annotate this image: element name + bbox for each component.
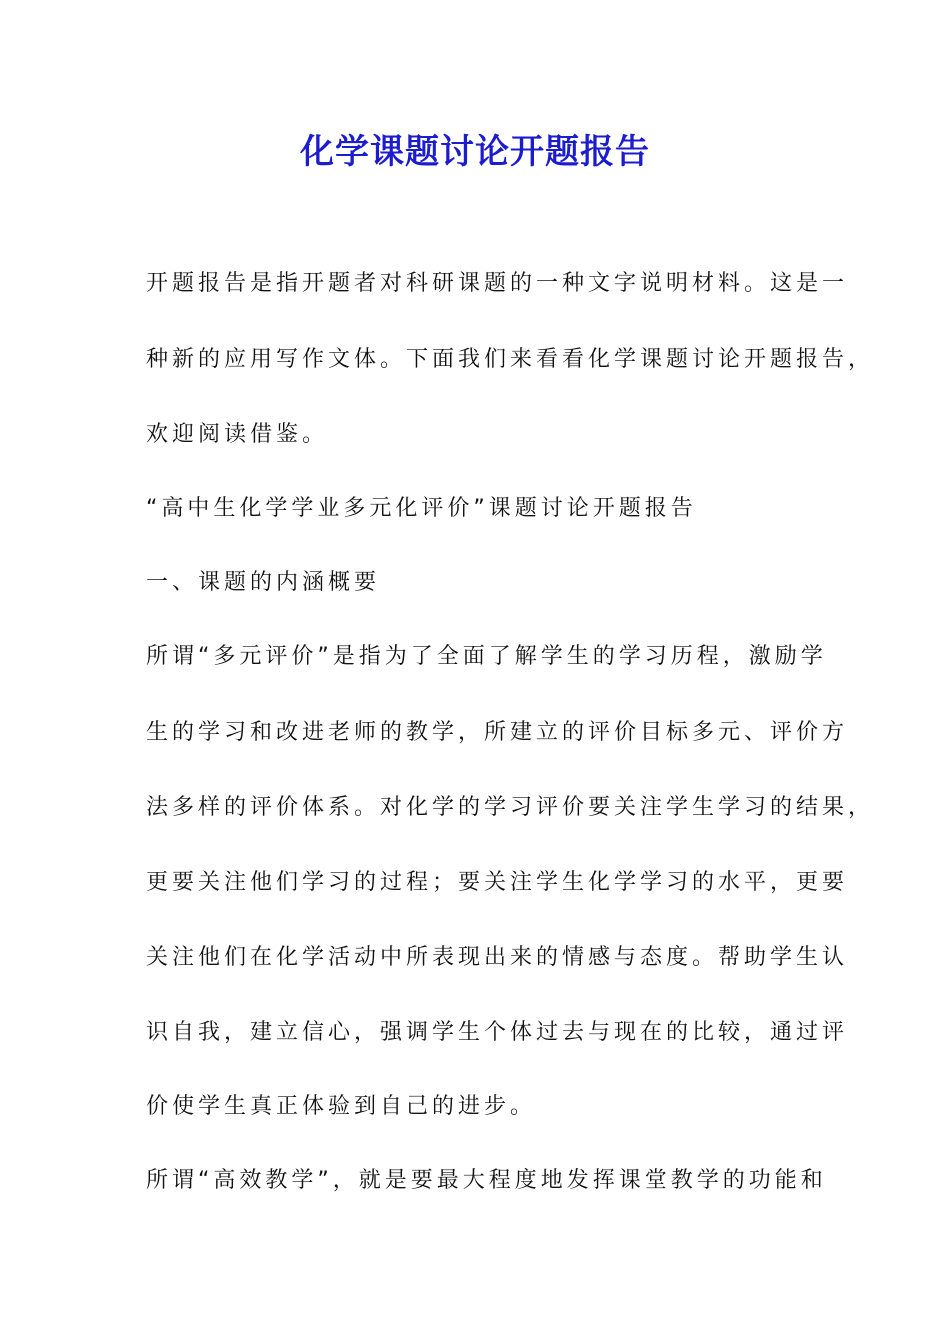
paragraph-line: 所谓“多元评价”是指为了全面了解学生的学习历程，激励学 xyxy=(146,644,827,669)
paragraph-line: 价使学生真正体验到自己的进步。 xyxy=(146,1094,537,1119)
paragraph-line: 欢迎阅读借鉴。 xyxy=(146,422,329,447)
paragraph-line: 更要关注他们学习的过程；要关注学生化学学习的水平，更要 xyxy=(146,870,849,895)
paragraph-line: 关注他们在化学活动中所表现出来的情感与态度。帮助学生认 xyxy=(146,945,849,970)
subtitle-line: “高中生化学学业多元化评价”课题讨论开题报告 xyxy=(146,496,697,521)
section-heading: 一、课题的内涵概要 xyxy=(146,570,381,595)
paragraph-line: 识自我，建立信心，强调学生个体过去与现在的比较，通过评 xyxy=(146,1020,849,1045)
paragraph-line: 开题报告是指开题者对科研课题的一种文字说明材料。这是一 xyxy=(146,271,849,296)
document-title: 化学课题讨论开题报告 xyxy=(300,132,650,172)
paragraph-line: 法多样的评价体系。对化学的学习评价要关注学生学习的结果， xyxy=(146,795,875,820)
paragraph-line: 所谓“高效教学”，就是要最大程度地发挥课堂教学的功能和 xyxy=(146,1168,827,1193)
paragraph-line: 生的学习和改进老师的教学，所建立的评价目标多元、评价方 xyxy=(146,720,849,745)
paragraph-line: 种新的应用写作文体。下面我们来看看化学课题讨论开题报告， xyxy=(146,347,875,372)
